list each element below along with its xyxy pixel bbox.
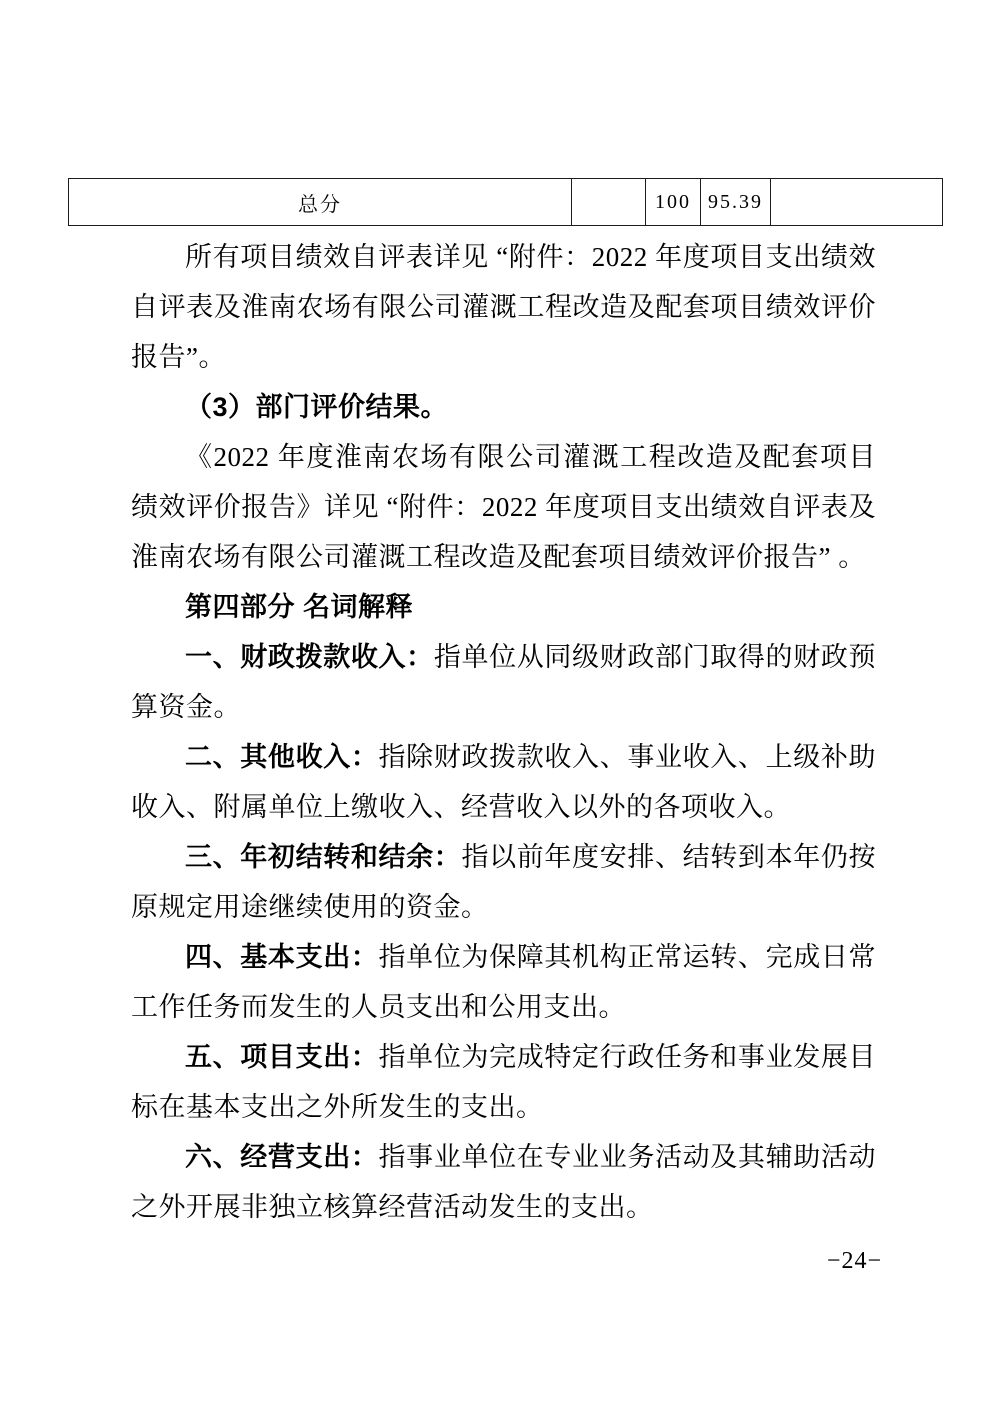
table-cell-total-label: 总分: [69, 179, 572, 226]
term-definition: 指单位为保障其机构正常运转、完成日常工作任务而发生的人员支出和公用支出。: [131, 942, 877, 1022]
table-cell-max-score: 100: [646, 179, 701, 226]
term-name: 五、项目支出：: [185, 1042, 379, 1072]
heading-part4-glossary: 第四部分 名词解释: [185, 592, 414, 622]
table-cell-score-value: 95.39: [701, 179, 771, 226]
term-name: 一、财政拨款收入：: [185, 642, 434, 672]
table-cell-empty-1: [572, 179, 646, 226]
term-name: 二、其他收入：: [185, 742, 379, 772]
term-item-basic-expenditure: [131, 932, 876, 1032]
document-body: [131, 232, 876, 1232]
term-name: 六、经营支出：: [185, 1142, 379, 1172]
paragraph-dept-eval: 《2022 年度淮南农场有限公司灌溉工程改造及配套项目绩效评价报告》详见 “附件：2022 年度项目支出绩效自评表及淮南农场有限公司灌溉工程改造及配套项目绩效评价报告” 。: [131, 442, 876, 572]
score-table: [68, 178, 943, 226]
term-name: 四、基本支出：: [185, 942, 379, 972]
table-row: [69, 179, 943, 226]
table-cell-empty-2: [771, 179, 943, 226]
term-name: 三、年初结转和结余：: [185, 842, 462, 872]
term-item-fiscal-appropriation-income: [131, 632, 876, 732]
term-item-project-expenditure: [131, 1032, 876, 1132]
term-definition: 指以前年度安排、结转到本年仍按原规定用途继续使用的资金。: [131, 842, 877, 922]
term-item-operating-expenditure: [131, 1132, 876, 1232]
term-definition: 指单位从同级财政部门取得的财政预算资金。: [131, 642, 876, 722]
heading-dept-eval-result: （3）部门评价结果。: [185, 392, 449, 422]
paragraph-self-eval: 所有项目绩效自评表详见 “附件：2022 年度项目支出绩效自评表及淮南农场有限公司灌溉工程改造及配套项目绩效评价报告”。: [131, 242, 876, 372]
term-item-carryover-balance: [131, 832, 876, 932]
term-definition: 指单位为完成特定行政任务和事业发展目标在基本支出之外所发生的支出。: [131, 1042, 877, 1122]
page-number: −24−: [826, 1248, 882, 1274]
term-item-other-income: [131, 732, 876, 832]
term-definition: 指事业单位在专业业务活动及其辅助活动之外开展非独立核算经营活动发生的支出。: [131, 1142, 877, 1222]
term-definition: 指除财政拨款收入、事业收入、上级补助收入、附属单位上缴收入、经营收入以外的各项收入。: [131, 742, 877, 822]
